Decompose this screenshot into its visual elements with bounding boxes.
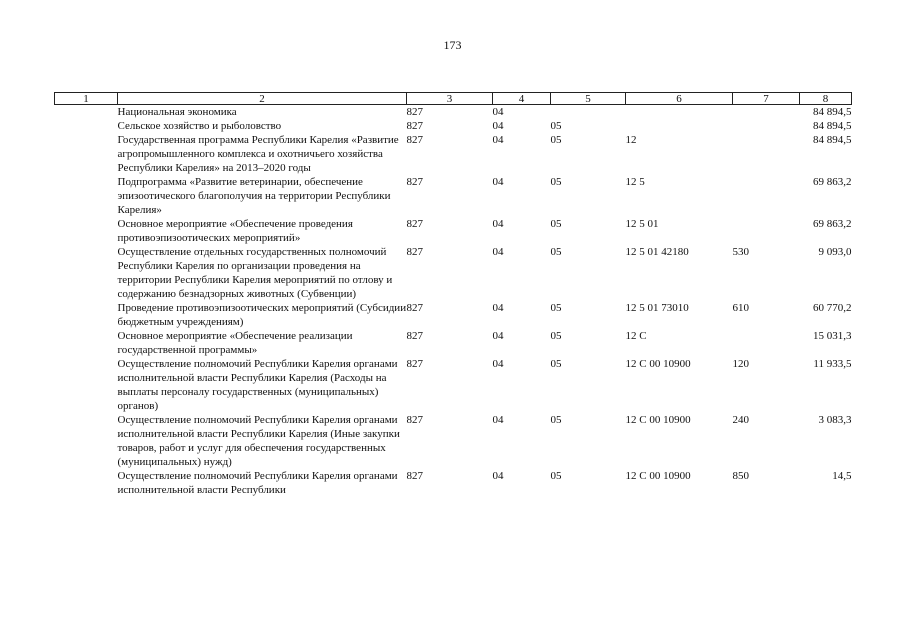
cell-grbs-code: 827 bbox=[406, 302, 423, 314]
cell-subsection: 05 bbox=[550, 218, 562, 230]
cell-name: Осуществление отдельных государственных полномочий Республики Карелия по организации проведения на территории Республики Карелия мероприятий по отлову и содержанию безнадзорных животных (Субвенции) bbox=[117, 246, 393, 300]
cell-name: Государственная программа Республики Карелия «Развитие агропромышленного комплекса и охотничьего хозяйства Республики Карелия» на 2013–2020 годы bbox=[117, 134, 399, 174]
cell-grbs-code: 827 bbox=[406, 246, 423, 258]
cell-section: 04 bbox=[492, 106, 504, 118]
cell-grbs-code: 827 bbox=[406, 330, 423, 342]
cell-section: 04 bbox=[492, 330, 504, 342]
table-row bbox=[55, 119, 852, 133]
cell-amount: 69 863,2 bbox=[813, 218, 852, 230]
cell-grbs-code: 827 bbox=[406, 358, 423, 370]
cell-blank bbox=[55, 301, 118, 329]
cell-grbs-code: 827 bbox=[406, 120, 423, 132]
cell-name: Национальная экономика bbox=[117, 106, 237, 118]
table-row bbox=[55, 133, 852, 175]
cell-amount: 14,5 bbox=[832, 470, 852, 482]
cell-section: 04 bbox=[492, 470, 504, 482]
cell-blank bbox=[55, 119, 118, 133]
cell-expense-type: 530 bbox=[732, 246, 749, 258]
column-number-8: 8 bbox=[800, 93, 852, 105]
cell-section: 04 bbox=[492, 120, 504, 132]
cell-blank bbox=[55, 329, 118, 357]
cell-section: 04 bbox=[492, 134, 504, 146]
cell-name: Осуществление полномочий Республики Карелия органами исполнительной власти Республики Карелия (Иные закупки товаров, работ и услуг для обеспечения государственных (муниципальных) нужд) bbox=[117, 414, 400, 468]
cell-target-item: 12 С 00 10900 bbox=[625, 470, 691, 482]
table-row bbox=[55, 217, 852, 245]
table-row bbox=[55, 175, 852, 217]
table-row bbox=[55, 469, 852, 497]
cell-amount: 11 933,5 bbox=[813, 358, 852, 370]
table-row bbox=[55, 329, 852, 357]
cell-grbs-code: 827 bbox=[406, 134, 423, 146]
cell-expense-type bbox=[733, 329, 800, 357]
table-header bbox=[55, 93, 852, 105]
column-number-7: 7 bbox=[733, 93, 800, 105]
cell-expense-type: 850 bbox=[732, 470, 749, 482]
cell-grbs-code: 827 bbox=[406, 218, 423, 230]
cell-subsection: 05 bbox=[550, 414, 562, 426]
cell-expense-type bbox=[733, 217, 800, 245]
cell-subsection: 05 bbox=[550, 470, 562, 482]
cell-section: 04 bbox=[492, 414, 504, 426]
cell-target-item: 12 5 01 42180 bbox=[625, 246, 689, 258]
cell-blank bbox=[55, 175, 118, 217]
cell-name: Основное мероприятие «Обеспечение реализации государственной программы» bbox=[117, 330, 353, 356]
cell-blank bbox=[55, 217, 118, 245]
cell-target-item: 12 С 00 10900 bbox=[625, 358, 691, 370]
cell-name: Осуществление полномочий Республики Карелия органами исполнительной власти Республики bbox=[117, 470, 398, 496]
cell-target-item: 12 5 01 bbox=[625, 218, 659, 230]
cell-subsection: 05 bbox=[550, 358, 562, 370]
cell-amount: 3 083,3 bbox=[818, 414, 852, 426]
table-row bbox=[55, 245, 852, 301]
cell-amount: 84 894,5 bbox=[813, 106, 852, 118]
column-number-4: 4 bbox=[493, 93, 551, 105]
cell-grbs-code: 827 bbox=[406, 106, 423, 118]
cell-expense-type bbox=[733, 105, 800, 120]
column-number-6: 6 bbox=[626, 93, 733, 105]
cell-grbs-code: 827 bbox=[406, 176, 423, 188]
cell-expense-type bbox=[733, 175, 800, 217]
cell-target-item: 12 С bbox=[625, 330, 647, 342]
cell-subsection: 05 bbox=[550, 176, 562, 188]
cell-amount: 84 894,5 bbox=[813, 134, 852, 146]
cell-grbs-code: 827 bbox=[406, 470, 423, 482]
cell-subsection: 05 bbox=[550, 134, 562, 146]
cell-expense-type: 240 bbox=[732, 414, 749, 426]
cell-name: Основное мероприятие «Обеспечение проведения противоэпизоотических мероприятий» bbox=[117, 218, 353, 244]
cell-amount: 84 894,5 bbox=[813, 120, 852, 132]
column-number-5: 5 bbox=[551, 93, 626, 105]
table-body bbox=[55, 105, 852, 498]
cell-amount: 60 770,2 bbox=[813, 302, 852, 314]
cell-subsection: 05 bbox=[550, 120, 562, 132]
header-row bbox=[55, 93, 852, 105]
cell-target-item bbox=[626, 105, 733, 120]
cell-grbs-code: 827 bbox=[406, 414, 423, 426]
cell-blank bbox=[55, 133, 118, 175]
cell-target-item: 12 5 01 73010 bbox=[625, 302, 689, 314]
table-row bbox=[55, 301, 852, 329]
cell-name: Подпрограмма «Развитие ветеринарии, обеспечение эпизоотического благополучия на территории Республики Карелия» bbox=[117, 176, 391, 216]
cell-blank bbox=[55, 357, 118, 413]
cell-subsection: 05 bbox=[550, 330, 562, 342]
cell-expense-type bbox=[733, 133, 800, 175]
table-row bbox=[55, 413, 852, 469]
cell-blank bbox=[55, 245, 118, 301]
cell-blank bbox=[55, 105, 118, 120]
cell-expense-type: 120 bbox=[732, 358, 749, 370]
cell-amount: 69 863,2 bbox=[813, 176, 852, 188]
column-number-2: 2 bbox=[118, 93, 407, 105]
page-number: 173 bbox=[443, 38, 462, 52]
cell-amount: 9 093,0 bbox=[818, 246, 852, 258]
cell-blank bbox=[55, 469, 118, 497]
cell-subsection bbox=[551, 105, 626, 120]
cell-section: 04 bbox=[492, 302, 504, 314]
cell-target-item: 12 bbox=[625, 134, 637, 146]
column-number-1: 1 bbox=[55, 93, 118, 105]
cell-section: 04 bbox=[492, 246, 504, 258]
budget-table bbox=[54, 92, 852, 497]
table-row bbox=[55, 105, 852, 120]
table-row bbox=[55, 357, 852, 413]
cell-target-item: 12 5 bbox=[625, 176, 645, 188]
cell-subsection: 05 bbox=[550, 246, 562, 258]
cell-section: 04 bbox=[492, 176, 504, 188]
cell-subsection: 05 bbox=[550, 302, 562, 314]
cell-target-item: 12 С 00 10900 bbox=[625, 414, 691, 426]
cell-name: Проведение противоэпизоотических мероприятий (Субсидии бюджетным учреждениям) bbox=[117, 302, 407, 328]
column-number-3: 3 bbox=[407, 93, 493, 105]
cell-name: Сельское хозяйство и рыболовство bbox=[117, 120, 282, 132]
cell-amount: 15 031,3 bbox=[813, 330, 852, 342]
cell-blank bbox=[55, 413, 118, 469]
cell-name: Осуществление полномочий Республики Карелия органами исполнительной власти Республики Карелия (Расходы на выплаты персоналу государственных (муниципальных) органов) bbox=[117, 358, 398, 412]
cell-section: 04 bbox=[492, 218, 504, 230]
cell-expense-type: 610 bbox=[732, 302, 749, 314]
cell-section: 04 bbox=[492, 358, 504, 370]
cell-target-item bbox=[626, 119, 733, 133]
cell-expense-type bbox=[733, 119, 800, 133]
